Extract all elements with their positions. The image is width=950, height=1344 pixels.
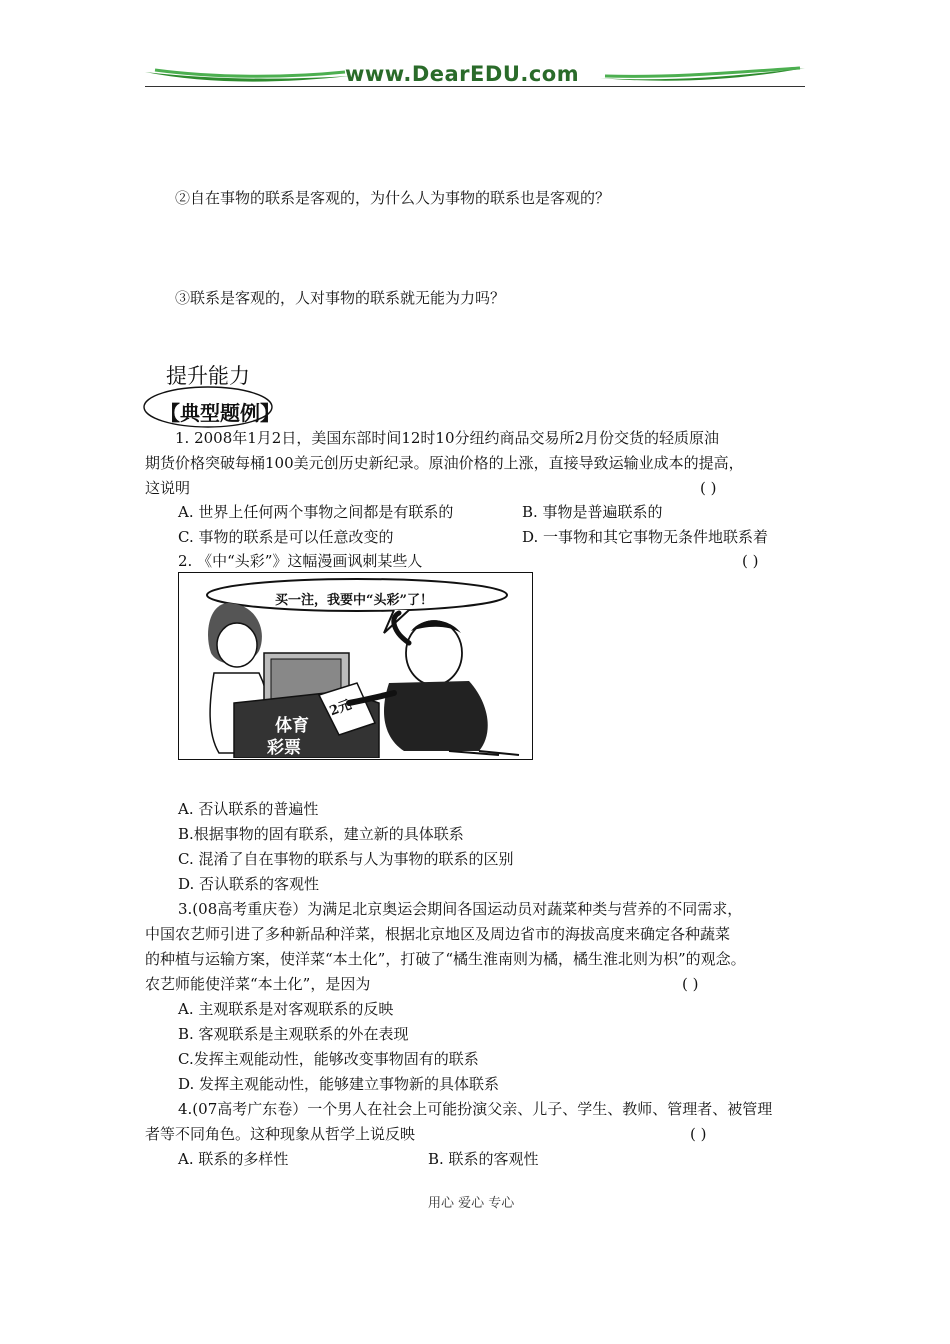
page-footer: 用心 爱心 专心 [428, 1196, 515, 1211]
q2-option-c: C. 混淆了自在事物的联系与人为事物的联系的区别 [178, 850, 514, 868]
cartoon-box-label-1: 体育 [275, 716, 309, 736]
q3-line-4: 农艺师能使洋菜“本土化”，是因为 [145, 975, 371, 993]
cartoon-frame [178, 572, 533, 760]
q1-option-a: A. 世界上任何两个事物之间都是有联系的 [178, 503, 454, 521]
header-rule [145, 86, 805, 87]
q1-line-2: 期货价格突破每桶100美元创历史新纪录。原油价格的上涨，直接导致运输业成本的提高， [145, 454, 744, 472]
q1-option-c: C. 事物的联系是可以任意改变的 [178, 528, 394, 546]
site-logo: www.DearEDU.com [345, 62, 580, 86]
cartoon-box-label-2: 彩票 [267, 738, 301, 758]
q2-option-b: B.根据事物的固有联系，建立新的具体联系 [178, 825, 464, 843]
section-title: 提升能力 [166, 364, 250, 388]
q1-option-b: B. 事物是普遍联系的 [522, 503, 663, 521]
q1-option-d: D. 一事物和其它事物无条件地联系着 [522, 528, 769, 546]
q2-stem: 2. 《中“头彩”》这幅漫画讽刺某些人 [178, 552, 423, 570]
q4-answer-paren: ( ) [690, 1125, 707, 1143]
q2-option-d: D. 否认联系的客观性 [178, 875, 320, 893]
intro-question-3: ③联系是客观的，人对事物的联系就无能为力吗？ [175, 289, 506, 307]
q4-line-1: 4.(07高考广东卷）一个男人在社会上可能扮演父亲、儿子、学生、教师、管理者、被管理 [178, 1100, 773, 1118]
intro-question-2: ②自在事物的联系是客观的，为什么人为事物的联系也是客观的？ [175, 189, 611, 207]
q1-line-1: 1. 2008年1月2日，美国东部时间12时10分纽约商品交易所2月份交货的轻质原油 [175, 429, 720, 447]
q4-line-2: 者等不同角色。这种现象从哲学上说反映 [145, 1125, 416, 1143]
cartoon-ticket-label: 2元 [327, 697, 354, 720]
q3-option-a: A. 主观联系是对客观联系的反映 [178, 1000, 394, 1018]
q3-option-b: B. 客观联系是主观联系的外在表现 [178, 1025, 409, 1043]
q1-line-3: 这说明 [145, 479, 191, 497]
q1-answer-paren: ( ) [700, 479, 717, 497]
q3-option-d: D. 发挥主观能动性，能够建立事物新的具体联系 [178, 1075, 500, 1093]
q3-line-3: 的种植与运输方案，使洋菜“本土化”，打破了“橘生淮南则为橘，橘生淮北则为枳”的观念。 [145, 950, 746, 968]
section-subtitle: 【典型题例】 [160, 401, 280, 425]
q4-option-a: A. 联系的多样性 [178, 1150, 289, 1168]
q4-option-b: B. 联系的客观性 [428, 1150, 539, 1168]
q2-option-a: A. 否认联系的普遍性 [178, 800, 319, 818]
q3-line-2: 中国农艺师引进了多种新品种洋菜，根据北京地区及周边省市的海拔高度来确定各种蔬菜 [145, 925, 731, 943]
q3-option-c: C.发挥主观能动性，能够改变事物固有的联系 [178, 1050, 479, 1068]
q3-line-1: 3.(08高考重庆卷）为满足北京奥运会期间各国运动员对蔬菜种类与营养的不同需求， [178, 900, 743, 918]
q2-answer-paren: ( ) [742, 552, 759, 570]
cartoon-speech-text: 买一注，我要中“头彩”了！ [275, 593, 433, 608]
q3-answer-paren: ( ) [682, 975, 699, 993]
